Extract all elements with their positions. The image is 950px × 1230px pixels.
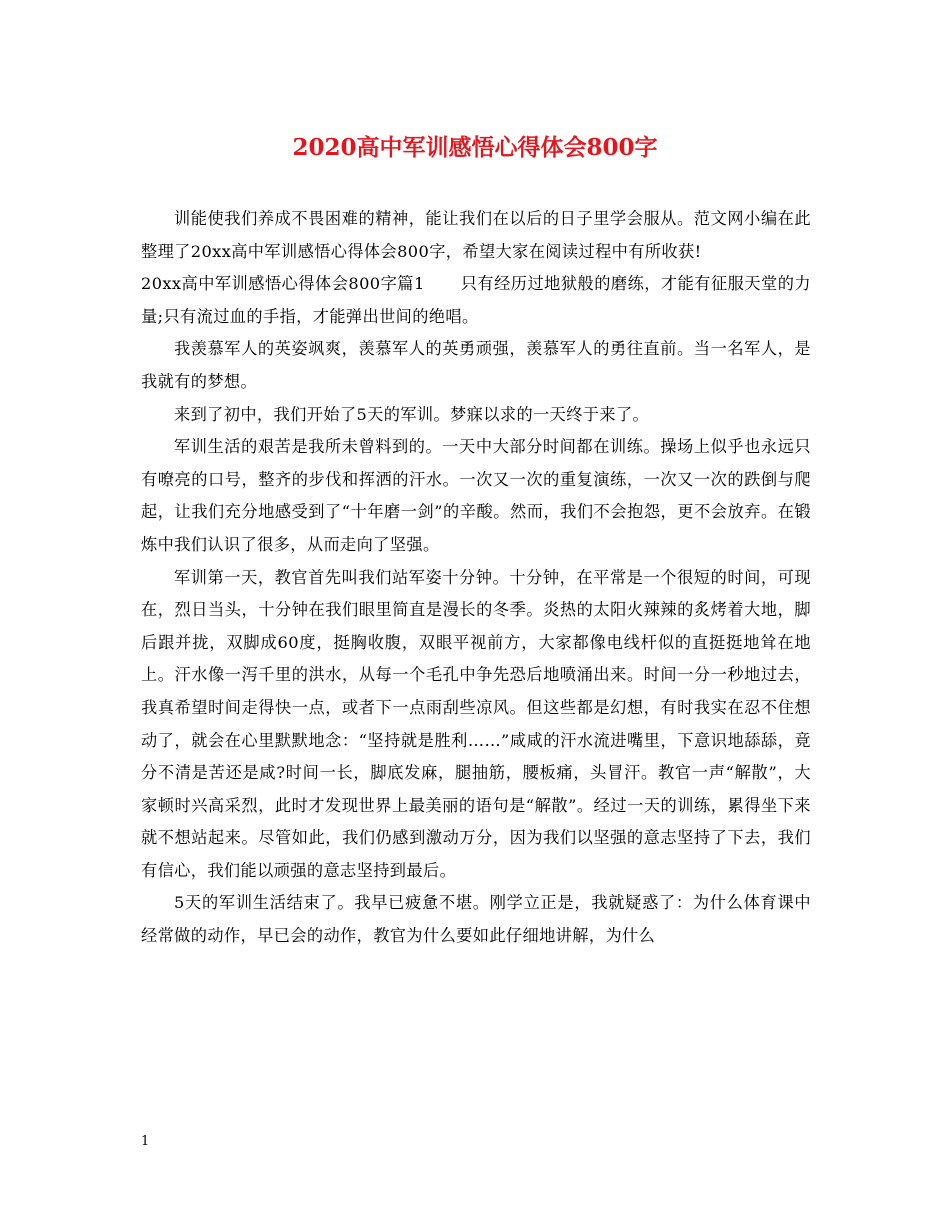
paragraph-section-heading: [141, 268, 811, 333]
paragraph-text: 来到了初中，我们开始了5天的军训。梦寐以求的一天终于来了。: [174, 404, 650, 424]
document-body: [141, 203, 811, 953]
paragraph-text: 5天的军训生活结束了。我早已疲惫不堪。刚学立正是，我就疑惑了：为什么体育课中经常做的动作，早已会的动作，教官为什么要如此仔细地讲解，为什么: [141, 893, 811, 946]
paragraph-intro: [141, 203, 811, 268]
paragraph-text: 军训生活的艰苦是我所未曾料到的。一天中大部分时间都在训练。操场上似乎也永远只有嘹亮的口号，整齐的步伐和挥洒的汗水。一次又一次的重复演练，一次又一次的跌倒与爬起，让我们充分地感受到了“十年磨一剑”的辛酸。然而，我们不会抱怨，更不会放弃。在锻炼中我们认识了很多，从而走向了坚强。: [141, 437, 811, 554]
paragraph-text: 只有经历过地狱般的磨练，才能有征服天堂的力量;只有流过血的手指，才能弹出世间的绝唱。: [141, 274, 811, 326]
paragraph-text: 训能使我们养成不畏困难的精神，能让我们在以后的日子里学会服从。范文网小编在此整理了20xx高中军训感悟心得体会800字，希望大家在阅读过程中有所收获!: [141, 209, 811, 261]
paragraph: [141, 562, 811, 888]
paragraph: [141, 431, 811, 561]
paragraph-text: 军训第一天，教官首先叫我们站军姿十分钟。十分钟，在平常是一个很短的时间，可现在，烈日当头，十分钟在我们眼里简直是漫长的冬季。炎热的太阳火辣辣的炙烤着大地，脚后跟并拢，双脚成60度，挺胸收腹，双眼平视前方，大家都像电线杆似的直挺挺地耸在地上。汗水像一泻千里的洪水，从每一个毛孔中争先恐后地喷涌出来。时间一分一秒地过去，我真希望时间走得快一点，或者下一点雨刮些凉风。但这些都是幻想，有时我实在忍不住想动了，就会在心里默默地念：“坚持就是胜利……”咸咸的汗水流进嘴里，下意识地舔舔，竟分不清是苦还是咸?时间一长，脚底发麻，腿抽筋，腰板痛，头冒汗。教官一声“解散”，大家顿时兴高采烈，此时才发现世界上最美丽的语句是“解散”。经过一天的训练，累得坐下来就不想站起来。尽管如此，我们仍感到激动万分，因为我们以坚强的意志坚持了下去，我们有信心，我们能以顽强的意志坚持到最后。: [141, 567, 811, 880]
paragraph: [141, 333, 811, 398]
document-title: 2020高中军训感悟心得体会800字: [292, 134, 658, 161]
section-heading: 20xx高中军训感悟心得体会800字篇1: [141, 274, 425, 294]
page-number: 1: [141, 1134, 150, 1149]
paragraph-text: 我羡慕军人的英姿飒爽，羡慕军人的英勇顽强，羡慕军人的勇往直前。当一名军人，是我就有的梦想。: [141, 339, 811, 391]
paragraph: [141, 399, 811, 432]
paragraph: [141, 887, 811, 952]
